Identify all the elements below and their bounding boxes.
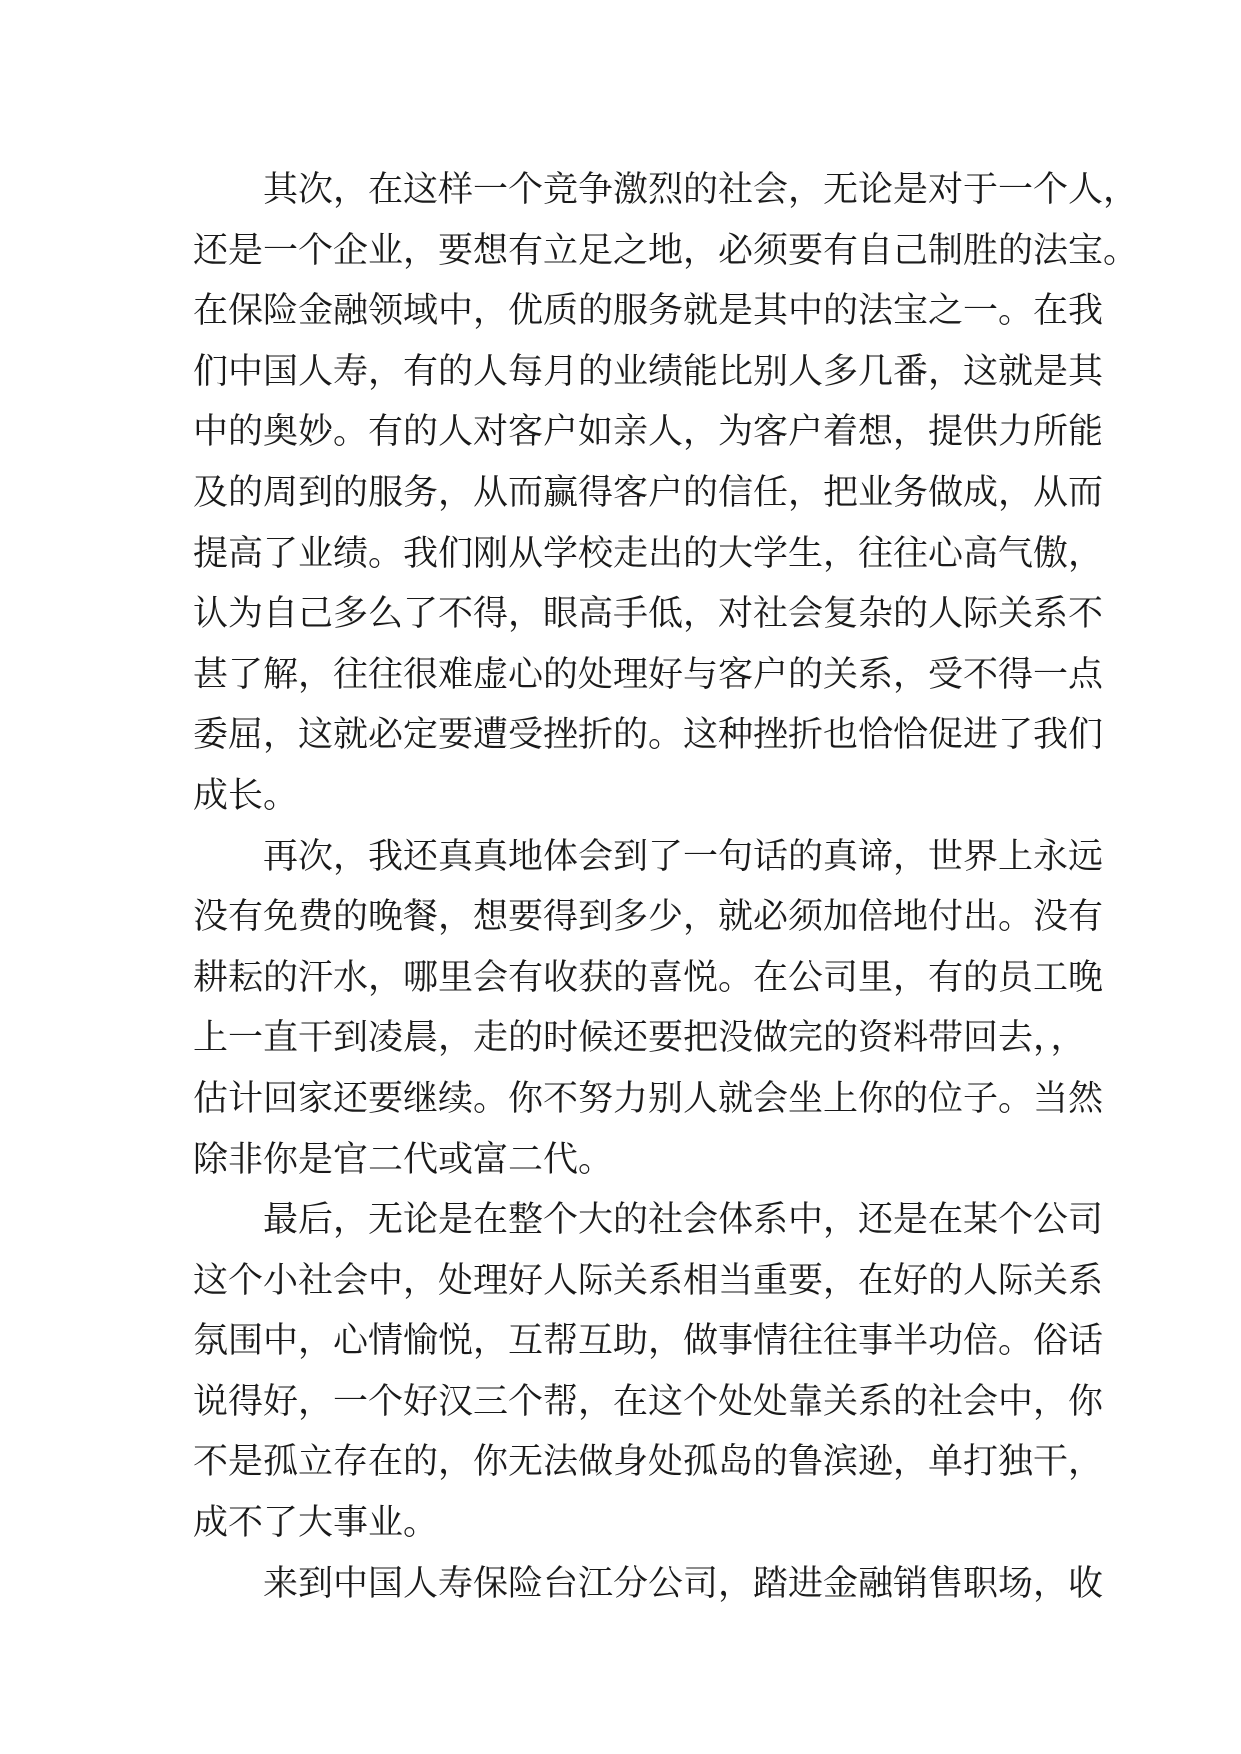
- paragraph-1-line-6: 及的周到的服务，从而赢得客户的信任，把业务做成，从而: [193, 472, 1104, 513]
- paragraph-3-line-4: 说得好，一个好汉三个帮，在这个处处靠关系的社会中，你: [193, 1381, 1104, 1422]
- paragraph-3-line-3: 氛围中，心情愉悦，互帮互助，做事情往往事半功倍。俗话: [193, 1321, 1104, 1362]
- paragraph-4-line-1: 来到中国人寿保险台江分公司，踏进金融销售职场，收: [263, 1563, 1104, 1604]
- paragraph-2-line-6: 除非你是官二代或富二代。: [193, 1139, 614, 1180]
- paragraph-3-line-6: 成不了大事业。: [193, 1503, 439, 1544]
- paragraph-3-line-1: 最后，无论是在整个大的社会体系中，还是在某个公司: [263, 1200, 1104, 1241]
- paragraph-2-line-3: 耕耘的汗水，哪里会有收获的喜悦。在公司里，有的员工晚: [193, 957, 1104, 998]
- paragraph-2-line-2: 没有免费的晚餐，想要得到多少，就必须加倍地付出。没有: [193, 897, 1104, 938]
- paragraph-1-line-9: 甚了解，往往很难虚心的处理好与客户的关系，受不得一点: [193, 654, 1104, 695]
- paragraph-3-line-2: 这个小社会中，处理好人际关系相当重要，在好的人际关系: [193, 1260, 1104, 1301]
- paragraph-2-line-5: 估计回家还要继续。你不努力别人就会坐上你的位子。当然: [193, 1078, 1104, 1119]
- paragraph-1-line-10: 委屈，这就必定要遭受挫折的。这种挫折也恰恰促进了我们: [193, 715, 1104, 756]
- body-text: [193, 160, 1139, 1614]
- paragraph-1-line-1: 其次，在这样一个竞争激烈的社会，无论是对于一个人，: [263, 170, 1139, 210]
- paragraph-1-line-5: 中的奥妙。有的人对客户如亲人，为客户着想，提供力所能: [193, 412, 1104, 453]
- paragraph-1-line-8: 认为自己多么了不得，眼高手低，对社会复杂的人际关系不: [193, 594, 1104, 635]
- paragraph-1-line-3: 在保险金融领域中，优质的服务就是其中的法宝之一。在我: [193, 291, 1104, 332]
- paragraph-2-line-1: 再次，我还真真地体会到了一句话的真谛，世界上永远: [263, 836, 1104, 877]
- paragraph-1-line-11: 成长。: [193, 775, 299, 816]
- paragraph-2-line-4: 上一直干到凌晨，走的时候还要把没做完的资料带回去，，: [193, 1018, 1086, 1059]
- paragraph-1-line-4: 们中国人寿，有的人每月的业绩能比别人多几番，这就是其: [193, 351, 1104, 392]
- paragraph-3-line-5: 不是孤立存在的，你无法做身处孤岛的鲁滨逊，单打独干，: [193, 1442, 1104, 1483]
- paragraph-1-line-2: 还是一个企业，要想有立足之地，必须要有自己制胜的法宝。: [193, 230, 1139, 271]
- paragraph-1-line-7: 提高了业绩。我们刚从学校走出的大学生，往往心高气傲，: [193, 533, 1104, 574]
